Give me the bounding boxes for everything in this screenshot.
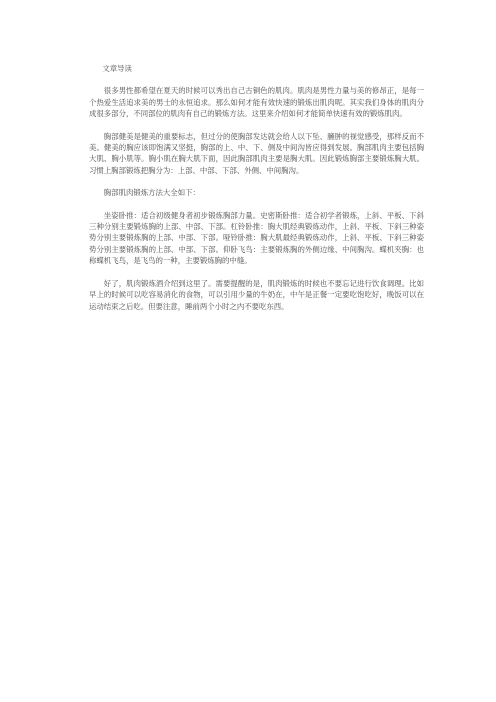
closing-paragraph: 好了，肌肉锻炼酒介绍到这里了。需要提醒的是，肌肉锻炼的时候也不要忘记进行饮食调理。比如早上的时候可以吃容易消化的食物，可以引用少量的牛奶在，中午是正餐一定要吃饱吃好，晚饭可以在运动结束之后吃。但要注意，睡前两个小时之内不要吃东西。 bbox=[89, 278, 424, 311]
article-heading: 文章导读 bbox=[102, 64, 132, 73]
chest-paragraph: 胸部健美是健美的重要标志，但过分的使胸部发达就会给人以下坠、臃肿的视觉感受，那样反而不美。健美的胸应该即饱满又坚挺，胸部的上、中、下、侧及中间沟皆应得到发展。胸部肌肉主要包括胸大肌、胸小肌等。胸小肌在胸大肌下面，因此胸部肌肉主要是胸大肌。因此锻炼胸部主要锻炼胸大肌。习惯上胸部锻炼把胸分为：上部、中部、下部、外侧、中间胸沟。 bbox=[89, 131, 424, 175]
methods-paragraph: 坐姿卧推：适合初级健身者初步锻炼胸部力量。史密斯卧推：适合初学者锻炼，上斜、平板、下斜三种分别主要锻炼胸的上部、中部、下部。杠铃卧推：胸大肌经典锻炼动作，上斜、平板、下斜三种姿势分别主要锻炼胸的上部、中部、下部。哑铃卧推：胸大肌最经典锻炼动作，上斜、平板、下斜三种姿势分别主要锻炼胸的上部、中部、下部。仰卧飞鸟：主要锻炼胸的外侧边缘、中间胸沟。蝶机夹胸：也称蝶机飞鸟，是飞鸟的一种，主要锻炼胸的中缝。 bbox=[89, 210, 424, 266]
intro-paragraph: 很多男性都希望在夏天的时候可以秀出自己古铜色的肌肉。肌肉是男性力量与美的修昂正，是每一个热爱生活追求美的男士的永恒追求。那么如何才能有效快速的锻炼出肌肉呢。其实我们身体的肌肉分成很多部分，不同部位的肌肉有自己的锻炼方法。这里来介绍如何才能简单快速有效的锻炼肌肉。 bbox=[89, 86, 424, 119]
document-body bbox=[89, 63, 424, 323]
methods-subheading: 胸部肌肉锻炼方法大全如下： bbox=[103, 188, 200, 198]
